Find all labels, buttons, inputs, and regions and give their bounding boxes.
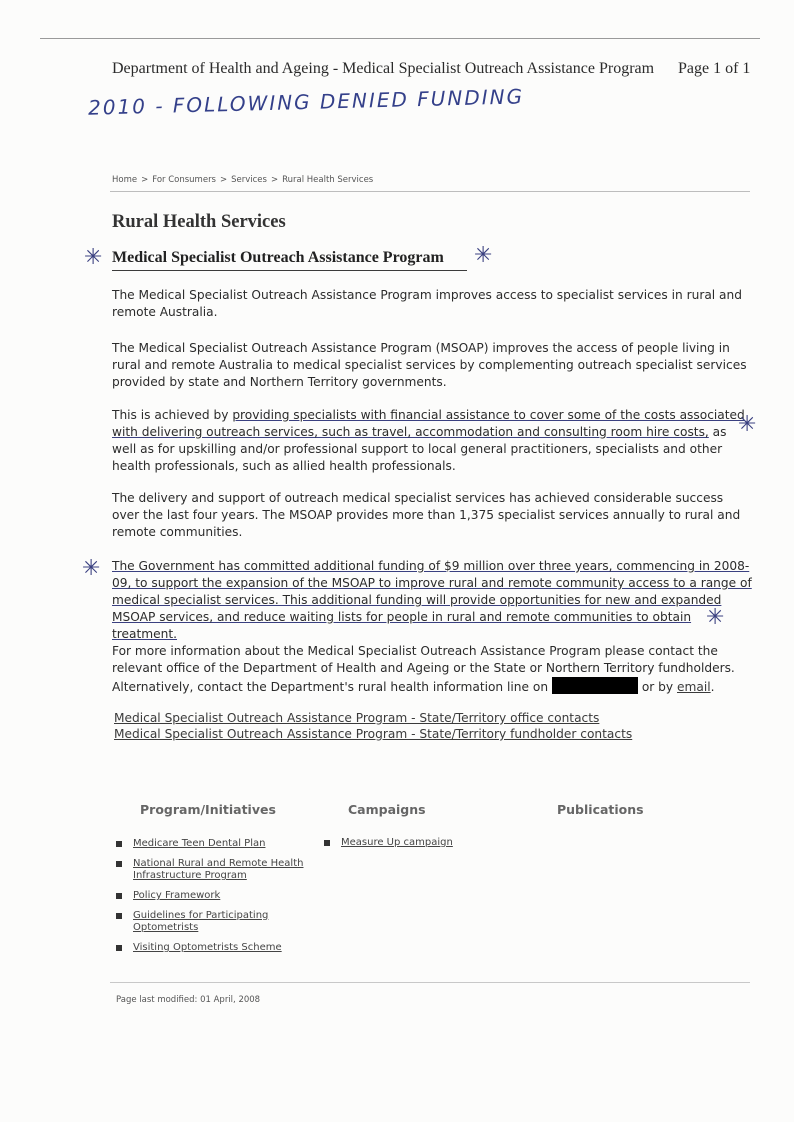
list-item bbox=[116, 858, 316, 882]
handwritten-underline: providing specialists with financial assistance to cover some of the costs associated with delivering outreach services, such as travel, accommodation and consulting room hire costs, bbox=[112, 408, 745, 439]
breadcrumb-divider bbox=[110, 191, 750, 192]
program-initiatives-list bbox=[116, 838, 316, 962]
asterisk-annotation-icon: ✳ bbox=[738, 412, 757, 437]
list-item bbox=[116, 838, 316, 850]
funding-purpose-text: This is achieved by bbox=[112, 408, 233, 422]
list-item bbox=[116, 942, 316, 954]
program-initiatives-heading: Program/Initiatives bbox=[140, 802, 276, 817]
print-header-title: Department of Health and Ageing - Medical Specialist Outreach Assistance Program bbox=[112, 60, 655, 77]
asterisk-annotation-icon: ✳ bbox=[474, 243, 493, 268]
breadcrumb-home[interactable]: Home bbox=[112, 175, 138, 185]
redacted-phone-number bbox=[552, 677, 638, 694]
government-funding-paragraph: The Government has committed additional funding of $9 million over three years, commencing in 2008-09, to support the expansion of the MSOAP to improve rural and remote community access to a range of medical specialist services. This additional funding will provide opportunities for new and expanded MSOAP services, and reduce waiting lists for people in rural and remote communities to obtain treatment. bbox=[112, 559, 752, 641]
section-title: Medical Specialist Outreach Assistance Program bbox=[112, 249, 444, 266]
footer-divider bbox=[110, 982, 750, 983]
asterisk-annotation-icon: ✳ bbox=[84, 245, 103, 270]
breadcrumb-current: Rural Health Services bbox=[282, 175, 374, 185]
last-modified: Page last modified: 01 April, 2008 bbox=[116, 995, 261, 1005]
funding-purpose-paragraph bbox=[112, 407, 752, 475]
page-title: Rural Health Services bbox=[112, 212, 286, 232]
campaigns-list bbox=[324, 837, 524, 857]
publications-heading: Publications bbox=[557, 802, 644, 817]
rural-infrastructure-link[interactable]: National Rural and Remote Health Infrastructure Program bbox=[133, 858, 304, 881]
office-contacts-link[interactable]: Medical Specialist Outreach Assistance Program - State/Territory office contacts bbox=[114, 711, 600, 725]
policy-framework-link[interactable]: Policy Framework bbox=[133, 890, 221, 901]
breadcrumb-for-consumers[interactable]: For Consumers bbox=[152, 175, 216, 185]
list-item bbox=[324, 837, 524, 849]
contact-text-mid: or by bbox=[637, 680, 678, 694]
asterisk-annotation-icon: ✳ bbox=[706, 605, 725, 630]
measure-up-link[interactable]: Measure Up campaign bbox=[341, 837, 453, 848]
breadcrumb-services[interactable]: Services bbox=[231, 175, 267, 185]
intro-paragraph: The Medical Specialist Outreach Assistance Program improves access to specialist services in rural and remote Australia. bbox=[112, 288, 742, 319]
contact-paragraph bbox=[112, 643, 752, 696]
fundholder-contacts-link[interactable]: Medical Specialist Outreach Assistance Program - State/Territory fundholder contacts bbox=[114, 727, 633, 741]
campaigns-heading: Campaigns bbox=[348, 802, 426, 817]
medicare-teen-dental-link[interactable]: Medicare Teen Dental Plan bbox=[133, 838, 266, 849]
contact-text: For more information about the Medical Specialist Outreach Assistance Program please contact the relevant office of the Department of Health and Ageing or the State or Northern Territory fundholders. Alternatively, contact the Department's rural health information line on bbox=[112, 644, 735, 694]
contact-text-end: . bbox=[710, 680, 715, 694]
asterisk-annotation-icon: ✳ bbox=[82, 556, 101, 581]
funding-purpose-text-end: as well as for upskilling and/or professional support to local general practitioners, specialists and other health professionals, such as allied health professionals. bbox=[112, 425, 727, 473]
participating-optometrists-link[interactable]: Guidelines for Participating Optometrists bbox=[133, 910, 269, 933]
section-title-underline bbox=[112, 270, 467, 271]
visiting-optometrists-link[interactable]: Visiting Optometrists Scheme bbox=[133, 942, 282, 953]
email-link[interactable]: email bbox=[677, 680, 711, 694]
success-paragraph: The delivery and support of outreach medical specialist services has achieved considerable success over the last four years. The MSOAP provides more than 1,375 specialist services annually to rural and remote communities. bbox=[112, 491, 741, 539]
breadcrumb: Home > For Consumers > Services > Rural Health Services bbox=[112, 175, 374, 185]
list-item bbox=[116, 890, 316, 902]
handwritten-note: 2010 - FOLLOWING DENIED FUNDING bbox=[87, 84, 525, 120]
print-page-indicator: Page 1 of 1 bbox=[678, 60, 751, 77]
list-item bbox=[116, 910, 316, 934]
scan-top-rule bbox=[40, 38, 760, 39]
msoap-description-paragraph: The Medical Specialist Outreach Assistance Program (MSOAP) improves the access of people living in rural and remote Australia to medical specialist services by complementing outreach specialist services provided by state and Northern Territory governments. bbox=[112, 341, 747, 389]
contact-links bbox=[114, 710, 632, 742]
